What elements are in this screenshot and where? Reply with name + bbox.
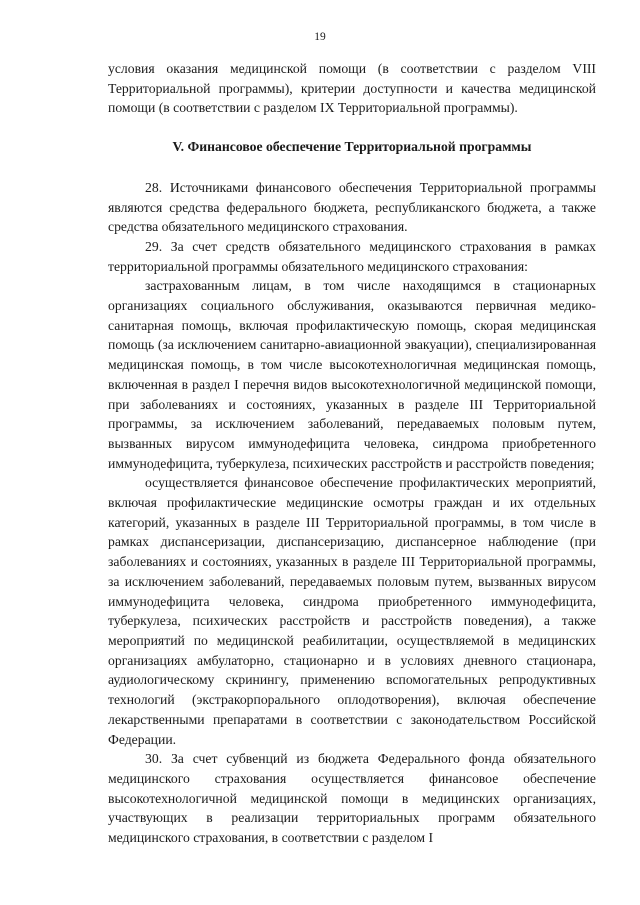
paragraph-30: 30. За счет субвенций из бюджета Федерального фонда обязательного медицинского страхования осуществляется финансовое обеспечение высокотехнологичной медицинской помощи в медицинских организациях, участвующих в реализации территориальных программ обязательного медицинского страхования, в соответствии с разделом I [108, 751, 596, 846]
intro-paragraph: условия оказания медицинской помощи (в соответствии с разделом VIII Территориальной программы), критерии доступности и качества медицинской помощи (в соответствии с разделом IX Территориальной программы). [108, 61, 596, 116]
paragraph-29-preventive-measures: осуществляется финансовое обеспечение профилактических мероприятий, включая профилактические медицинские осмотры граждан и их отдельных категорий, указанных в разделе III Территориальной программы, в том числе в рамках диспансеризации, диспансеризацию, диспансерное наблюдение (при заболеваниях и состояниях, указанных в разделе III Территориальной программы, за исключением заболеваний, передаваемых половым путем, вызванных вирусом иммунодефицита человека, синдрома приобретенного иммунодефицита, туберкулеза, психических расстройств и расстройств поведения), а также мероприятий по медицинской реабилитации, осуществляемой в медицинских организациях амбулаторно, стационарно и в условиях дневного стационара, аудиологическому скринингу, применению вспомогательных репродуктивных технологий (экстракорпорального оплодотворения), включая обеспечение лекарственными препаратами в соответствии с законодательством Российской Федерации. [108, 475, 596, 747]
paragraph-29: 29. За счет средств обязательного медицинского страхования в рамках территориальной программы обязательного медицинского страхования: [108, 238, 596, 274]
page-number: 19 [314, 31, 326, 43]
paragraph-29-insured-persons: застрахованным лицам, в том числе находящимся в стационарных организациях социального обслуживания, оказываются первичная медико-санитарная помощь, включая профилактическую помощь, скорая медицинская помощь (за исключением санитарно-авиационной эвакуации), специализированная медицинская помощь, в том числе высокотехнологичная медицинская помощь, включенная в раздел I перечня видов высокотехнологичной медицинской помощи, при заболеваниях и состояниях, указанных в разделе III Территориальной программы, за исключением заболеваний, передаваемых половым путем, вызванных вирусом иммунодефицита человека, синдрома приобретенного иммунодефицита, туберкулеза, психических расстройств и расстройств поведения; [108, 278, 596, 471]
paragraph-28: 28. Источниками финансового обеспечения Территориальной программы являются средства федерального бюджета, республиканского бюджета, а также средства обязательного медицинского страхования. [108, 179, 596, 235]
document-body [108, 59, 596, 848]
section-heading: V. Финансовое обеспечение Территориальной программы [172, 139, 532, 155]
